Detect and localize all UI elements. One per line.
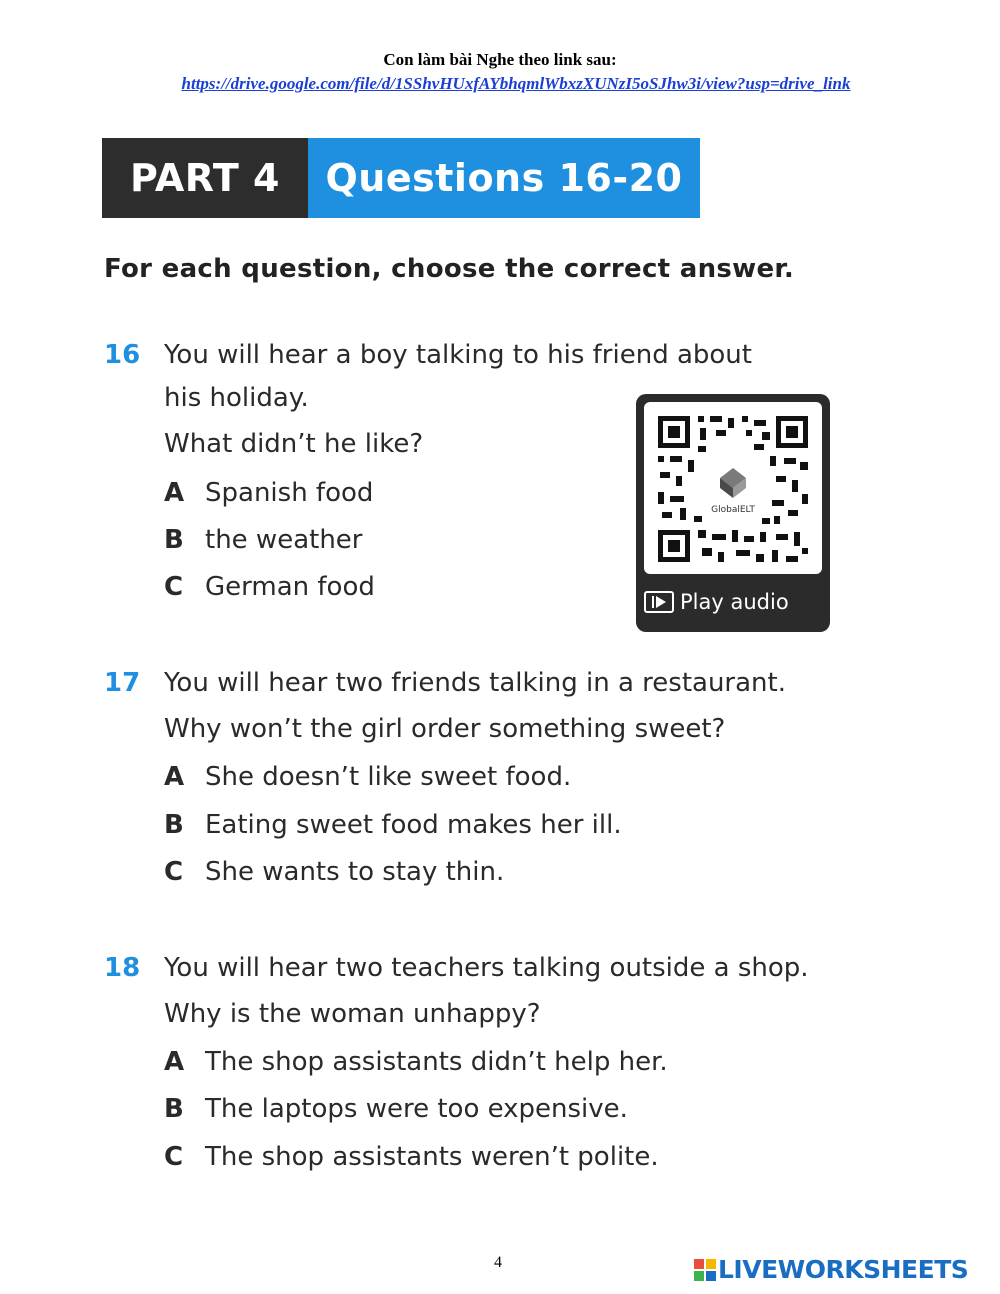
question-number: 16 bbox=[104, 340, 141, 370]
question-number: 18 bbox=[104, 953, 141, 983]
option-text[interactable]: She wants to stay thin. bbox=[205, 857, 505, 887]
option-letter[interactable]: A bbox=[164, 1047, 185, 1077]
option-letter[interactable]: C bbox=[164, 1142, 184, 1172]
option-text[interactable]: The shop assistants weren’t polite. bbox=[205, 1142, 659, 1172]
play-audio-label: Play audio bbox=[680, 590, 789, 614]
liveworksheets-logo-icon bbox=[694, 1259, 716, 1281]
qr-code-icon bbox=[658, 416, 808, 562]
option-letter[interactable]: C bbox=[164, 857, 184, 887]
question-line: You will hear two teachers talking outside a shop. bbox=[164, 953, 809, 983]
option-letter[interactable]: C bbox=[164, 572, 184, 602]
part-label: PART 4 bbox=[102, 138, 308, 218]
option-text[interactable]: the weather bbox=[205, 525, 363, 555]
question-line: his holiday. bbox=[164, 383, 309, 413]
questions-range-label: Questions 16-20 bbox=[308, 138, 700, 218]
qr-logo-text: GlobalELT bbox=[711, 505, 755, 515]
option-letter[interactable]: B bbox=[164, 525, 184, 555]
task-instruction: For each question, choose the correct answer. bbox=[104, 254, 795, 284]
option-text[interactable]: The shop assistants didn’t help her. bbox=[205, 1047, 668, 1077]
audio-drive-link[interactable]: https://drive.google.com/file/d/1SShvHUxfAYbhqmlWbxzXUNzI5oSJhw3i/view?usp=drive_link bbox=[181, 74, 851, 93]
play-audio-button[interactable] bbox=[644, 590, 789, 614]
option-letter[interactable]: B bbox=[164, 810, 184, 840]
play-icon bbox=[644, 591, 674, 613]
liveworksheets-logo[interactable] bbox=[694, 1255, 968, 1284]
liveworksheets-brand: LIVEWORKSHEETS bbox=[718, 1255, 969, 1284]
option-letter[interactable]: A bbox=[164, 762, 185, 792]
option-text[interactable]: Spanish food bbox=[205, 478, 374, 508]
option-letter[interactable]: A bbox=[164, 478, 185, 508]
header-instruction: Con làm bài Nghe theo link sau: bbox=[383, 50, 617, 69]
question-prompt: Why won’t the girl order something sweet? bbox=[164, 714, 726, 744]
question-line: You will hear two friends talking in a restaurant. bbox=[164, 668, 786, 698]
question-number: 17 bbox=[104, 668, 141, 698]
option-text[interactable]: Eating sweet food makes her ill. bbox=[205, 810, 622, 840]
option-text[interactable]: The laptops were too expensive. bbox=[205, 1094, 628, 1124]
question-prompt: Why is the woman unhappy? bbox=[164, 999, 541, 1029]
option-letter[interactable]: B bbox=[164, 1094, 184, 1124]
part-banner bbox=[102, 138, 700, 218]
option-text[interactable]: German food bbox=[205, 572, 375, 602]
qr-code bbox=[644, 402, 822, 574]
page-number: 4 bbox=[494, 1254, 502, 1271]
question-line: You will hear a boy talking to his friend about bbox=[164, 340, 752, 370]
option-text[interactable]: She doesn’t like sweet food. bbox=[205, 762, 572, 792]
question-prompt: What didn’t he like? bbox=[164, 429, 424, 459]
audio-qr-card[interactable] bbox=[636, 394, 830, 632]
